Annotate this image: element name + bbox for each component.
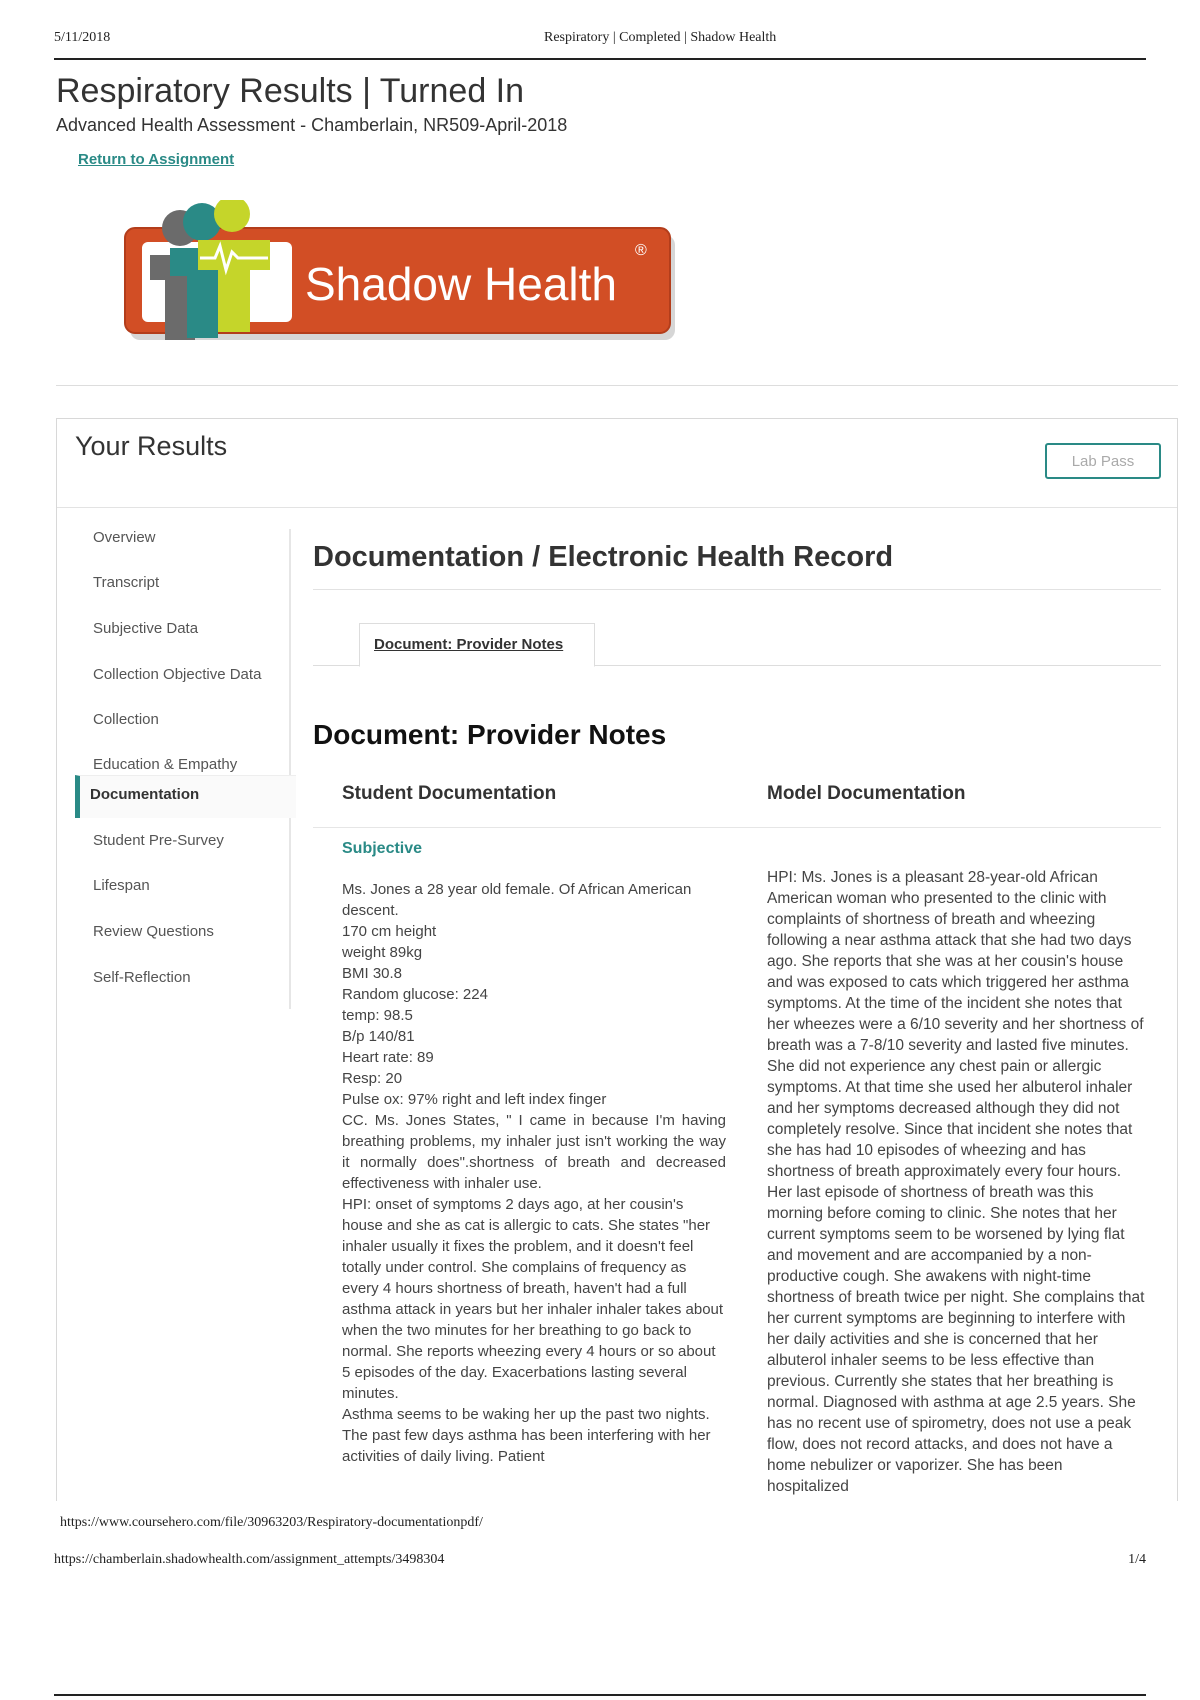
- student-line: Ms. Jones a 28 year old female. Of African American descent.: [342, 881, 692, 919]
- student-line: B/p 140/81: [342, 1028, 415, 1045]
- sidebar-item-transcript[interactable]: Transcript: [93, 574, 160, 591]
- student-documentation-text: [342, 879, 726, 1467]
- print-header: [54, 30, 1146, 60]
- logo-wordmark: Shadow Health: [305, 258, 617, 310]
- sidebar-item-subjective-data[interactable]: Subjective Data: [93, 620, 199, 637]
- student-documentation-heading: Student Documentation: [342, 783, 557, 804]
- divider: [54, 1694, 1146, 1696]
- return-to-assignment-link[interactable]: Return to Assignment: [78, 151, 235, 168]
- student-line: Pulse ox: 97% right and left index finger: [342, 1091, 607, 1108]
- sidebar-item-education-empathy[interactable]: Education & Empathy: [93, 756, 238, 773]
- source-url: https://www.coursehero.com/file/30963203/Respiratory-documentationpdf/: [60, 1515, 483, 1530]
- model-documentation-text: HPI: Ms. Jones is a pleasant 28-year-old African American woman who presented to the clinic with complaints of shortness of breath and wheezing following a near asthma attack that she had two days ago. She reports that she was at her cousin's house and was exposed to cats which triggered her asthma symptoms. At the time of the incident she notes that her wheezes were a 6/10 severity and her shortness of breath was a 7-8/10 severity and lasted five minutes. She did not experience any chest pain or allergic symptoms. At that time she used her albuterol inhaler and her symptoms decreased although they did not completely resolve. Since that incident she notes that she has had 10 episodes of wheezing and has shortness of breath approximately every four hours. Her last episode of shortness of breath was this morning before coming to clinic. She notes that her current symptoms seem to be worsened by lying flat and movement and are accompanied by a non-productive cough. She awakens with night-time shortness of breath twice per night. She complains that her current symptoms are beginning to interfere with her daily activities and she is concerned that her albuterol inhaler seems to be less effective than previous. Currently she states that her breathing is normal. Diagnosed with asthma at age 2.5 years. She has no recent use of spirometry, does not use a peak flow, does not record attacks, and does not have a home nebulizer or vaporizer. She has been hospitalized: [767, 869, 1145, 1495]
- sidebar-item-review-questions[interactable]: Review Questions: [93, 923, 214, 940]
- student-line: temp: 98.5: [342, 1007, 413, 1024]
- sidebar-item-self-reflection[interactable]: Self-Reflection: [93, 969, 191, 986]
- divider: [56, 385, 1178, 386]
- course-name: Advanced Health Assessment - Chamberlain, NR509-April-2018: [56, 115, 568, 135]
- document-title: Document: Provider Notes: [313, 719, 667, 750]
- sidebar-item-overview[interactable]: Overview: [93, 529, 156, 546]
- student-line: CC. Ms. Jones States, " I came in because I'm having breathing problems, my inhaler just isn't working the way it normally does".shortness of breath and decreased effectiveness with inhaler use.: [342, 1112, 726, 1192]
- print-footer: [54, 1552, 1146, 1568]
- sidebar-item-label: Documentation: [90, 786, 200, 803]
- student-line: Asthma seems to be waking her up the past two nights. The past few days asthma has been interfering with her activities of daily living. Patient: [342, 1406, 711, 1465]
- student-line: 170 cm height: [342, 923, 437, 940]
- print-url: https://chamberlain.shadowhealth.com/assignment_attempts/3498304: [54, 1552, 445, 1567]
- sidebar-item-collection-objective-data[interactable]: Collection Objective Data: [93, 666, 262, 683]
- results-title: Your Results: [75, 431, 228, 461]
- tab-provider-notes[interactable]: [359, 623, 595, 667]
- sidebar-item-collection[interactable]: Collection: [93, 711, 159, 728]
- logo-registered-mark: ®: [635, 242, 647, 259]
- tab-label: Document: Provider Notes: [374, 636, 564, 653]
- sidebar-item-documentation[interactable]: [75, 775, 296, 818]
- student-line: weight 89kg: [342, 944, 423, 961]
- student-line: Heart rate: 89: [342, 1049, 434, 1066]
- page-title: Respiratory Results | Turned In: [56, 72, 525, 110]
- divider: [313, 827, 1161, 828]
- sidebar-item-lifespan[interactable]: Lifespan: [93, 877, 150, 894]
- lab-pass-button[interactable]: Lab Pass: [1045, 443, 1161, 479]
- results-header: [57, 419, 1177, 508]
- subjective-heading: Subjective: [342, 840, 423, 857]
- sidebar-item-student-pre-survey[interactable]: Student Pre-Survey: [93, 832, 224, 849]
- results-panel: [56, 418, 1178, 1501]
- student-line: Random glucose: 224: [342, 986, 488, 1003]
- print-title: Respiratory | Completed | Shadow Health: [544, 30, 777, 45]
- divider: [313, 589, 1161, 590]
- student-line: BMI 30.8: [342, 965, 403, 982]
- shadow-health-logo: [120, 200, 690, 350]
- sidebar-nav: [57, 529, 291, 1009]
- model-documentation-heading: Model Documentation: [767, 783, 966, 804]
- section-title: Documentation / Electronic Health Record: [313, 541, 894, 573]
- student-line: Resp: 20: [342, 1070, 403, 1087]
- student-line: HPI: onset of symptoms 2 days ago, at her cousin's house and she as cat is allergic to cats. She states "her inhaler usually it fixes the problem, and it doesn't feel totally under control. She complains of frequency as every 4 hours shortness of breath, haven't had a full asthma attack in years but her inhaler inhaler takes about when the two minutes for her breathing to go back to normal. She reports wheezing every 4 hours or so about 5 episodes of the day. Exacerbations lasting several minutes.: [342, 1196, 724, 1402]
- page-number: 1/4: [1128, 1552, 1146, 1567]
- print-date: 5/11/2018: [54, 30, 111, 45]
